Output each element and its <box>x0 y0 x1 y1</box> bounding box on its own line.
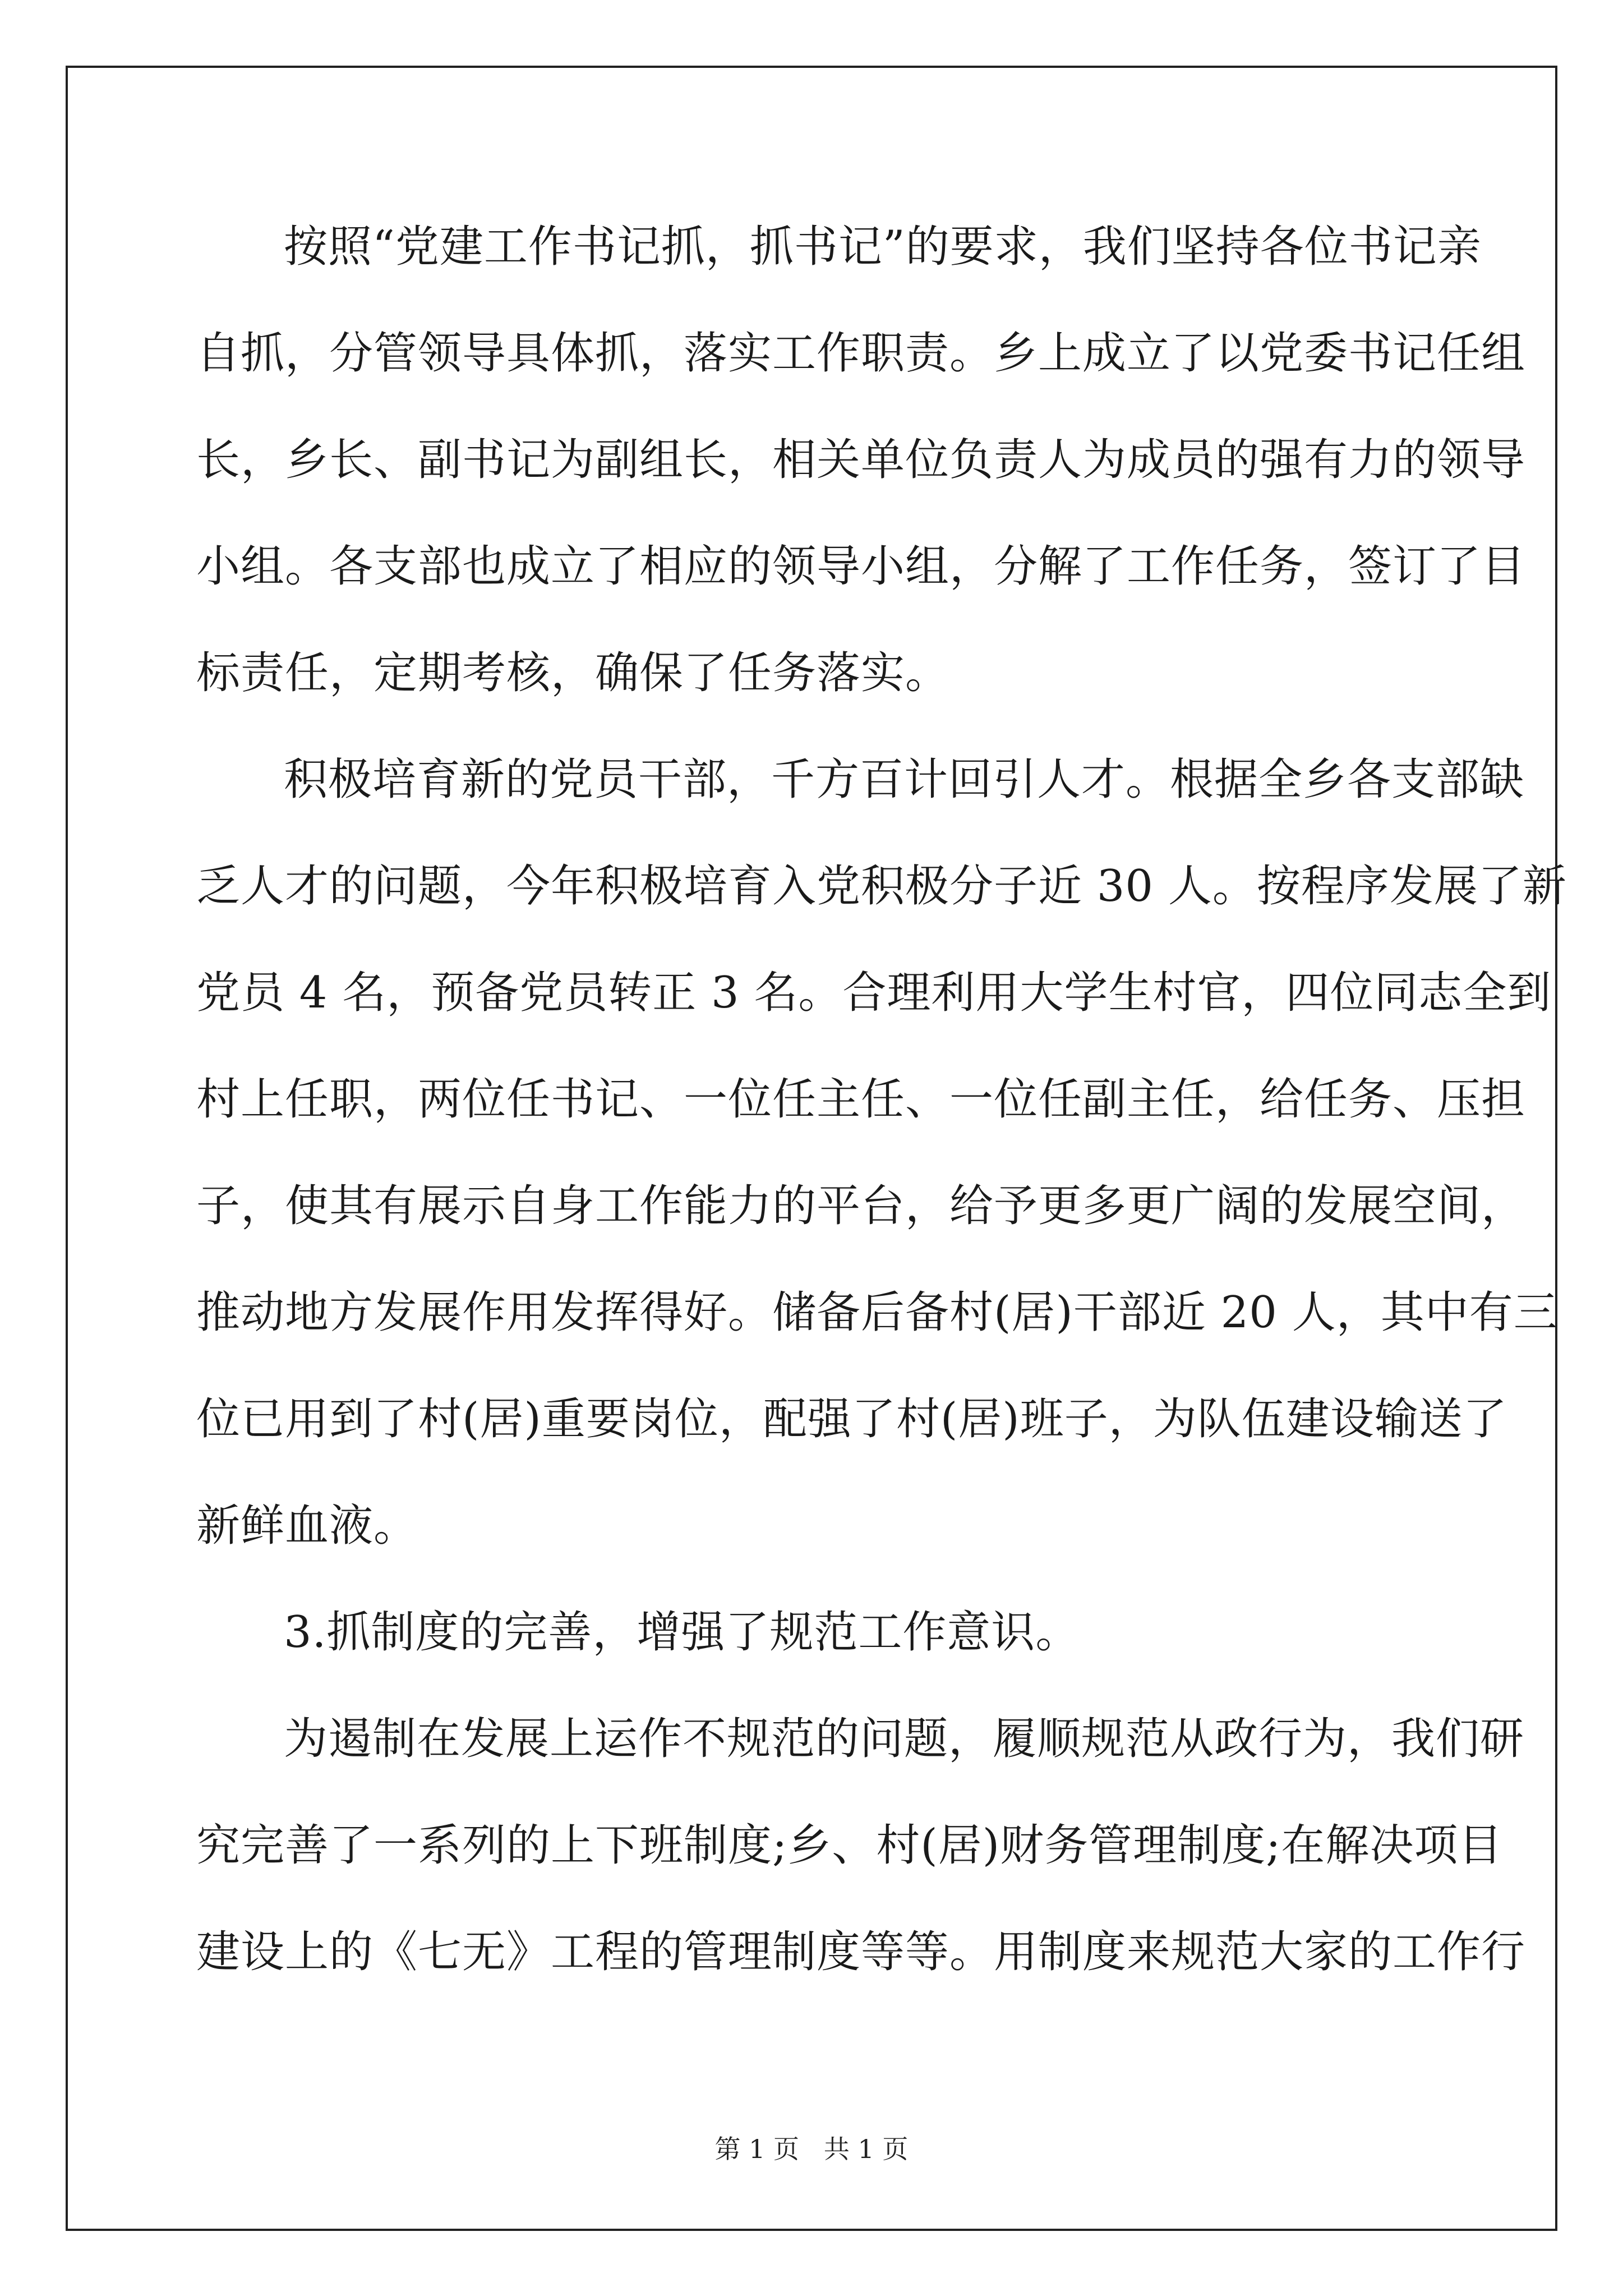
text-line: 建设上的《七无》工程的管理制度等等。用制度来规范大家的工作行 <box>196 1927 1526 1977</box>
text-line: 新鲜血液。 <box>196 1501 418 1551</box>
document-body <box>196 194 1567 2005</box>
text-line: 3.抓制度的完善，增强了规范工作意识。 <box>284 1607 1080 1658</box>
text-line: 子，使其有展示自身工作能力的平台，给予更多更广阔的发展空间， <box>196 1181 1526 1231</box>
text-line: 按照“党建工作书记抓，抓书记”的要求，我们坚持各位书记亲 <box>284 222 1482 272</box>
text-line: 长，乡长、副书记为副组长，相关单位负责人为成员的强有力的领导 <box>196 435 1526 485</box>
text-line: 积极培育新的党员干部，千方百计回引人才。根据全乡各支部缺 <box>284 754 1525 805</box>
text-line: 乏人才的问题，今年积极培育入党积极分子近 30 人。按程序发展了新 <box>196 861 1567 912</box>
text-line: 究完善了一系列的上下班制度;乡、村(居)财务管理制度;在解决项目 <box>196 1820 1503 1871</box>
text-line: 小组。各支部也成立了相应的领导小组，分解了工作任务，签订了目 <box>196 541 1526 592</box>
text-line: 标责任，定期考核，确保了任务落实。 <box>196 648 950 698</box>
text-line: 党员 4 名，预备党员转正 3 名。合理利用大学生村官，四位同志全到 <box>196 968 1552 1018</box>
text-line: 为遏制在发展上运作不规范的问题，履顺规范从政行为，我们研 <box>284 1714 1525 1764</box>
text-line: 村上任职，两位任书记、一位任主任、一位任副主任，给任务、压担 <box>196 1074 1526 1125</box>
text-line: 位已用到了村(居)重要岗位，配强了村(居)班子，为队伍建设输送了 <box>196 1394 1507 1444</box>
page-footer: 第 1 页 共 1 页 <box>714 2134 909 2164</box>
text-line: 推动地方发展作用发挥得好。储备后备村(居)干部近 20 人，其中有三 <box>196 1287 1558 1338</box>
text-line: 自抓，分管领导具体抓，落实工作职责。乡上成立了以党委书记任组 <box>196 328 1526 379</box>
